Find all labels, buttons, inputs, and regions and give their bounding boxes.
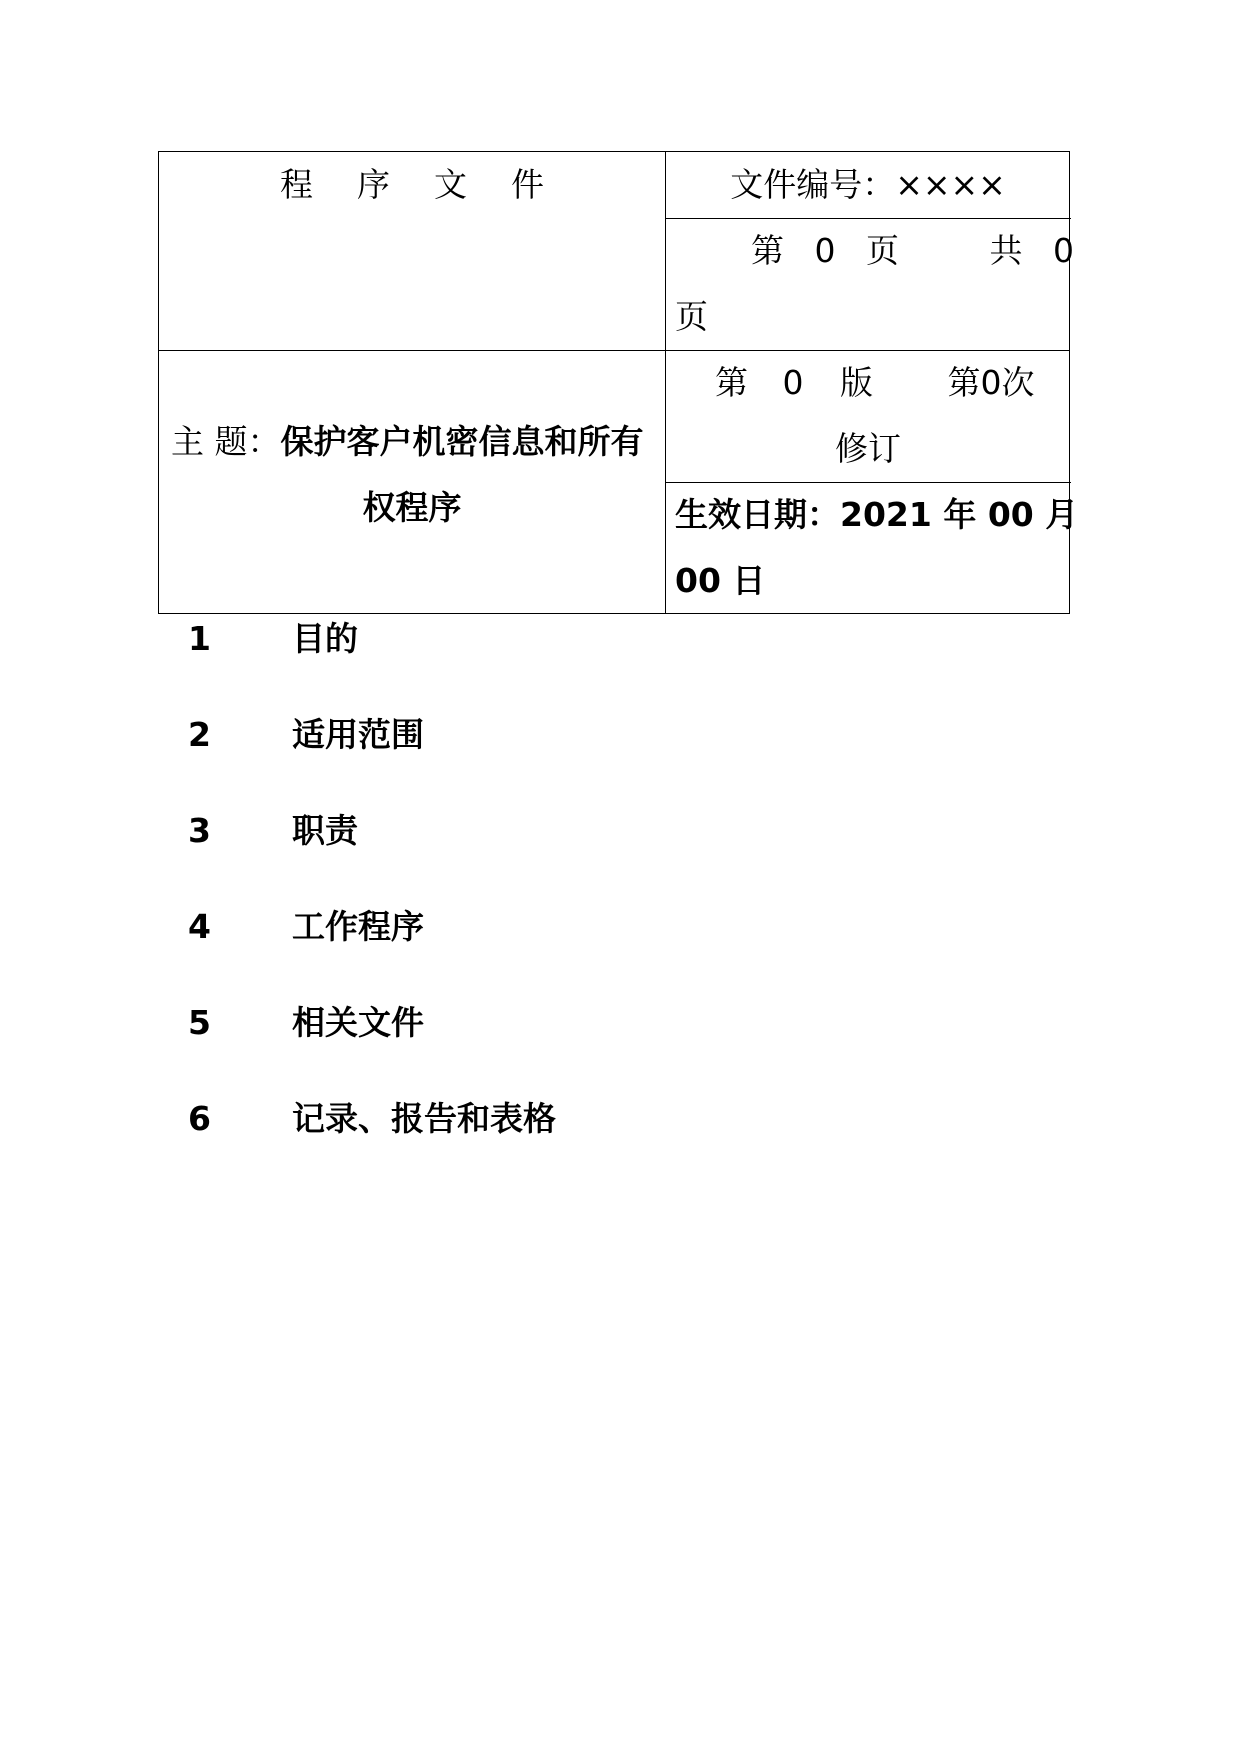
subject-text-cont: 权程序 (362, 488, 462, 527)
effective-date-cell (665, 482, 1079, 615)
section-heading (0, 801, 900, 861)
page-label-c: 页 (866, 231, 899, 270)
page-count-line2: 页 (675, 297, 708, 336)
section-heading (0, 993, 900, 1053)
section-number: 1 (188, 619, 211, 658)
effective-date-line2: 00 日 (675, 561, 766, 600)
revision-label: 第0次 (947, 363, 1035, 402)
doc-type-cell (159, 152, 665, 350)
total-pages: 0 (1053, 231, 1074, 270)
subject-cell (159, 350, 665, 615)
section-title: 适用范围 (292, 715, 424, 754)
effective-date-line1: 生效日期：2021 年 00 月 (675, 495, 1079, 534)
header-table (158, 151, 1079, 614)
version-cell (665, 350, 1071, 482)
section-heading (0, 705, 900, 765)
page-count-cell (665, 218, 1074, 350)
page-count-line (751, 218, 1074, 284)
section-title: 目的 (292, 619, 358, 658)
doc-type: 程序文件 (280, 165, 588, 204)
section-title: 相关文件 (292, 1003, 424, 1042)
doc-number: 文件编号：×××× (730, 165, 1006, 204)
version-line (715, 350, 1035, 416)
total-label: 共 (989, 231, 1023, 270)
version-number: 0 (782, 363, 804, 402)
section-heading (0, 609, 900, 669)
section-title: 记录、报告和表格 (292, 1099, 556, 1138)
subject-line (171, 409, 644, 475)
section-title: 职责 (292, 811, 358, 850)
section-number: 4 (188, 907, 211, 946)
version-label-c: 版 (840, 363, 873, 402)
version-label-a: 第 (715, 363, 748, 402)
section-number: 3 (188, 811, 211, 850)
section-heading (0, 897, 900, 957)
page-label-a: 第 (751, 231, 784, 270)
section-number: 5 (188, 1003, 211, 1042)
subject-label: 主 题： (171, 422, 281, 461)
section-title: 工作程序 (292, 907, 424, 946)
revision-line2: 修订 (835, 429, 901, 468)
section-number: 2 (188, 715, 211, 754)
section-heading (0, 1089, 900, 1149)
page-number: 0 (814, 231, 836, 270)
subject-text: 保护客户机密信息和所有 (280, 422, 644, 461)
section-number: 6 (188, 1099, 211, 1138)
